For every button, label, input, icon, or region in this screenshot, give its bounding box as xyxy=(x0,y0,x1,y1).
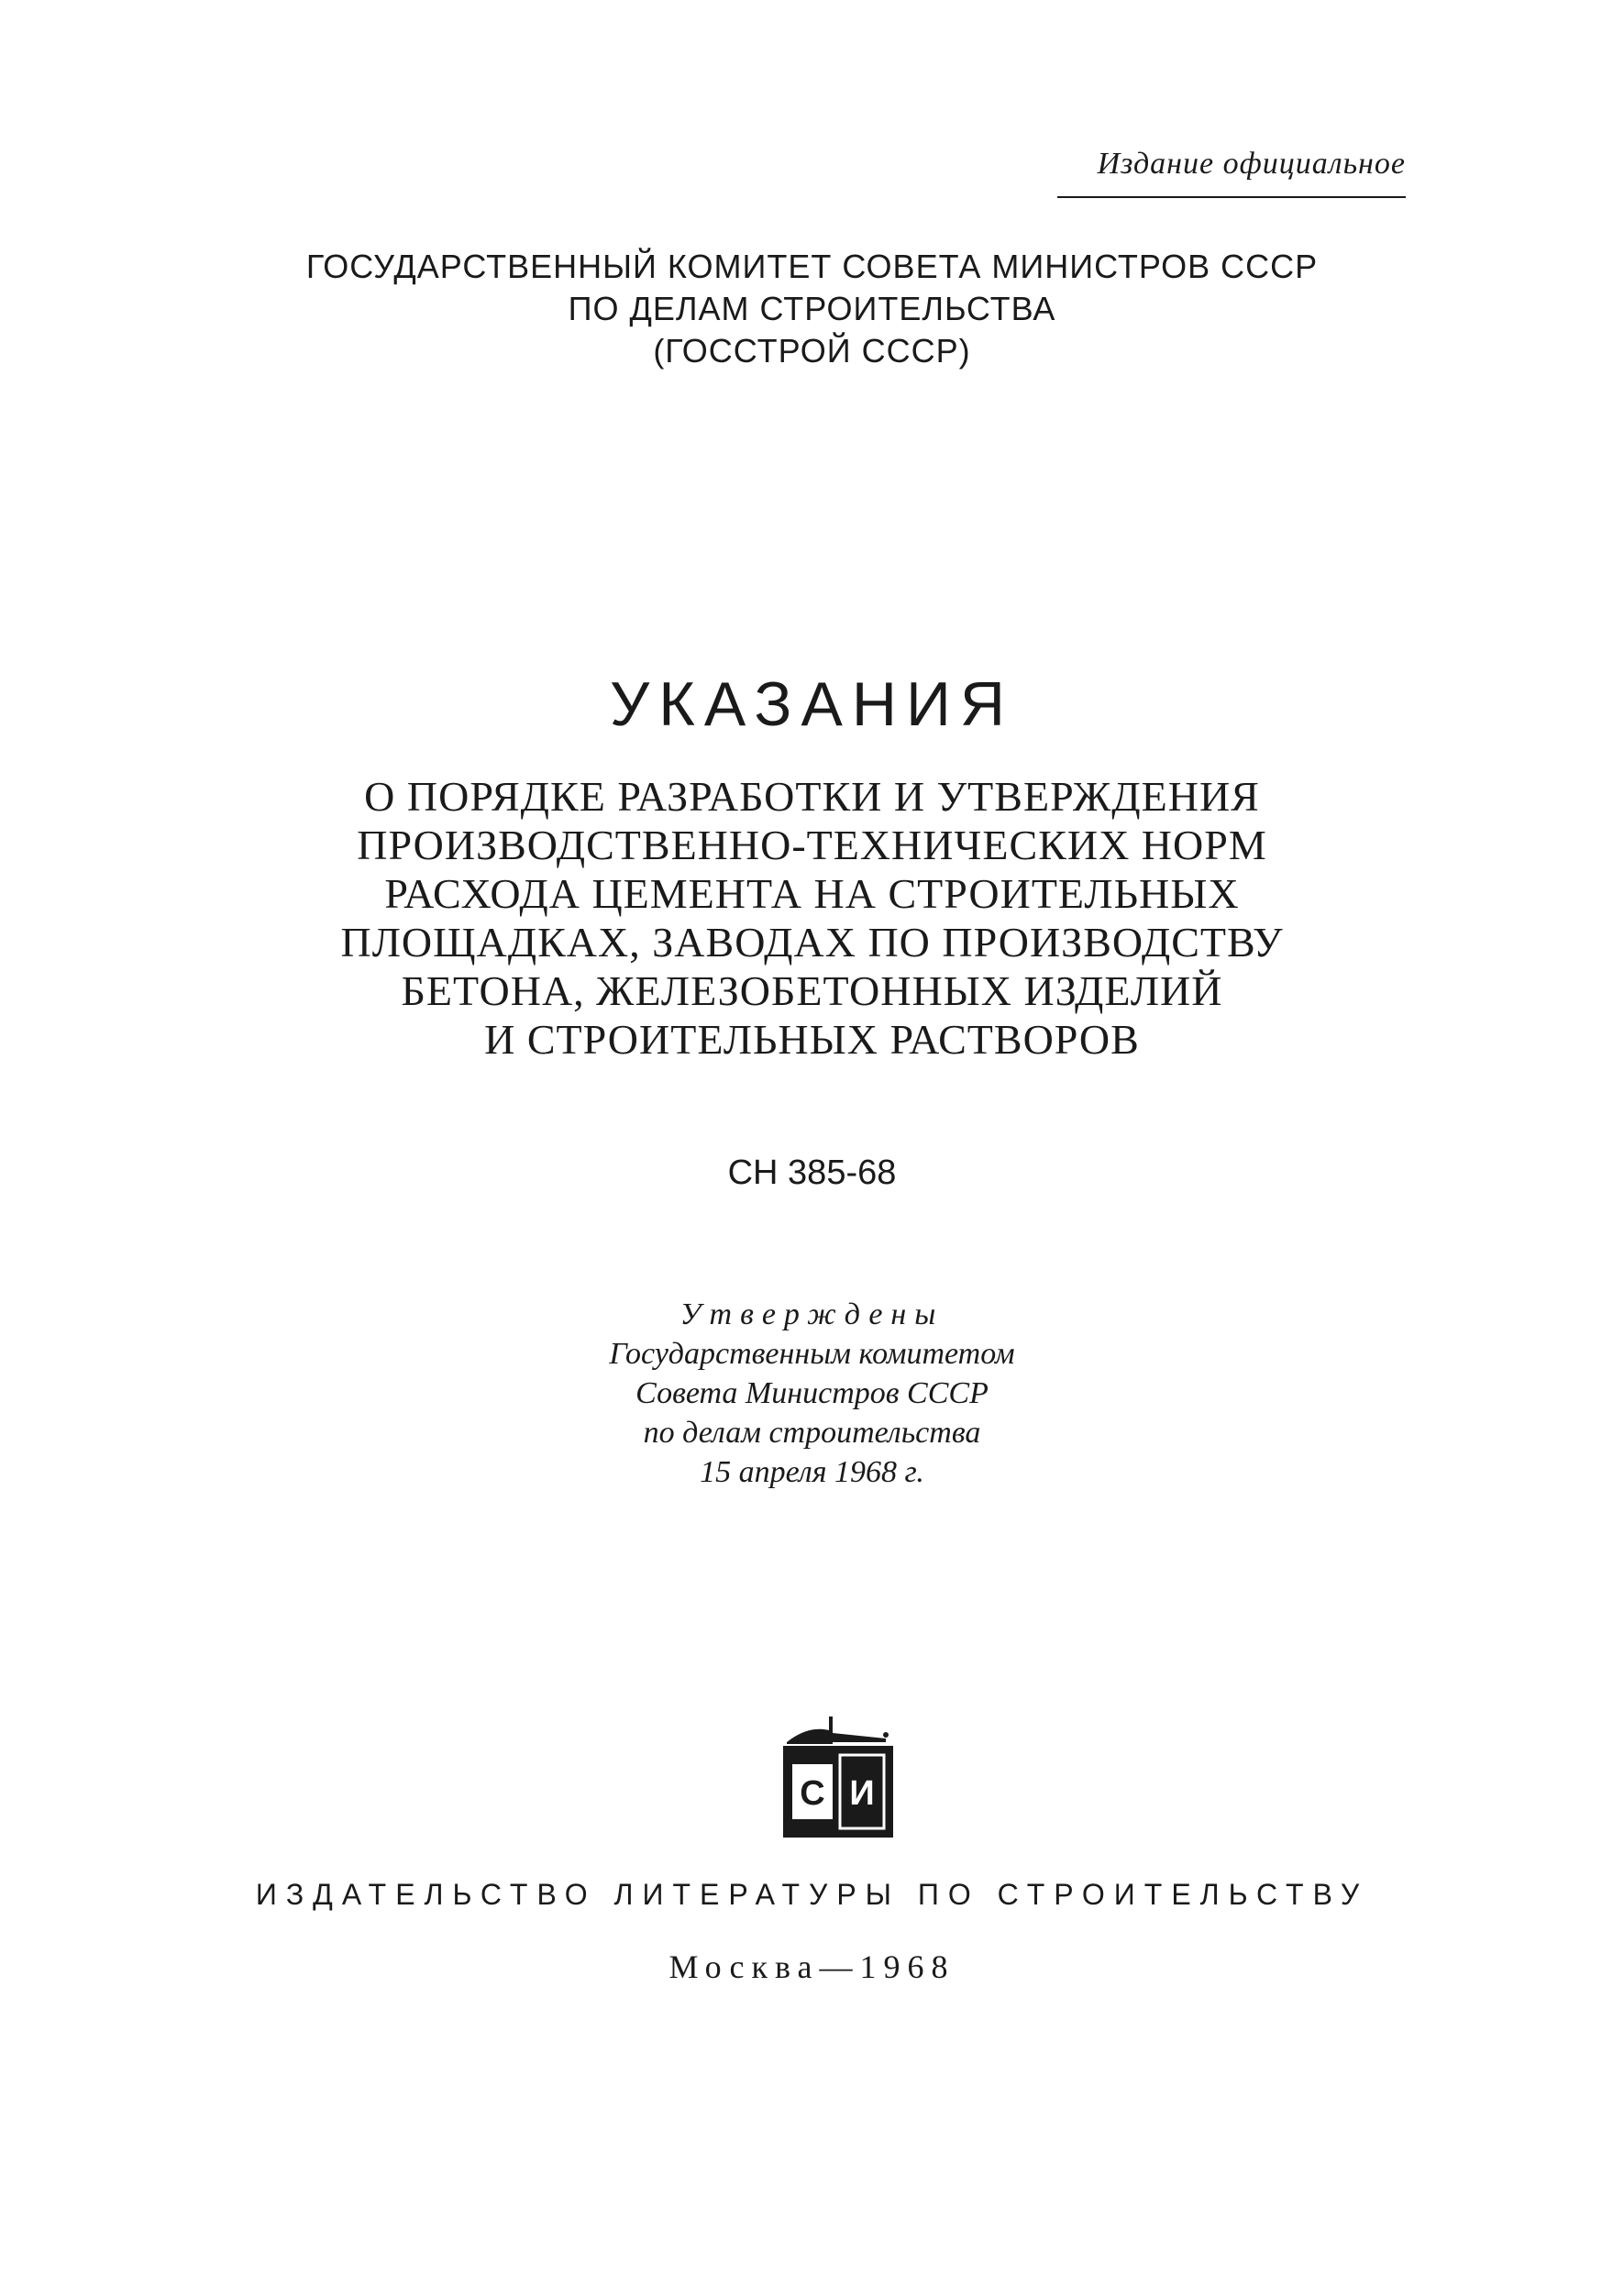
edition-note: Издание официальное xyxy=(1097,147,1406,181)
approval-heading: Утверждены xyxy=(679,1297,945,1331)
subtitle-line: ПРОИЗВОДСТВЕННО-ТЕХНИЧЕСКИХ НОРМ xyxy=(357,822,1267,868)
subtitle-line: ПЛОЩАДКАХ, ЗАВОДАХ ПО ПРОИЗВОДСТВУ xyxy=(340,919,1284,966)
emblem-letter-s: С xyxy=(800,1774,825,1813)
publisher-emblem-graphic xyxy=(778,1715,899,1843)
document-code: СН 385-68 xyxy=(727,1154,897,1192)
organization-line: (ГОССТРОЙ СССР) xyxy=(653,332,971,370)
approval-line: Совета Министров СССР xyxy=(635,1376,989,1410)
imprint-city-year: Москва—1968 xyxy=(668,1948,956,1985)
publisher-emblem-icon xyxy=(778,1715,899,1843)
publisher-name: ИЗДАТЕЛЬСТВО ЛИТЕРАТУРЫ ПО СТРОИТЕЛЬСТВУ xyxy=(255,1878,1369,1911)
subtitle-line: РАСХОДА ЦЕМЕНТА НА СТРОИТЕЛЬНЫХ xyxy=(384,870,1240,917)
approval-block xyxy=(0,1295,1624,1492)
approval-line: 15 апреля 1968 г. xyxy=(700,1455,924,1489)
subtitle-line: О ПОРЯДКЕ РАЗРАБОТКИ И УТВЕРЖДЕНИЯ xyxy=(364,773,1260,820)
subtitle-line: БЕТОНА, ЖЕЛЕЗОБЕТОННЫХ ИЗДЕЛИЙ xyxy=(401,967,1223,1014)
approval-line: по делам строительства xyxy=(643,1416,981,1450)
organization-line: ГОСУДАРСТВЕННЫЙ КОМИТЕТ СОВЕТА МИНИСТРОВ СССР xyxy=(305,248,1319,285)
document-subtitle xyxy=(0,772,1624,1064)
subtitle-line: И СТРОИТЕЛЬНЫХ РАСТВОРОВ xyxy=(484,1016,1140,1063)
approval-line: Государственным комитетом xyxy=(609,1337,1015,1371)
document-title: УКАЗАНИЯ xyxy=(610,669,1014,739)
organization-line: ПО ДЕЛАМ СТРОИТЕЛЬСТВА xyxy=(568,290,1056,327)
emblem-letter-i: И xyxy=(849,1774,875,1813)
organization-header xyxy=(0,246,1624,372)
edition-underline xyxy=(1057,196,1406,198)
